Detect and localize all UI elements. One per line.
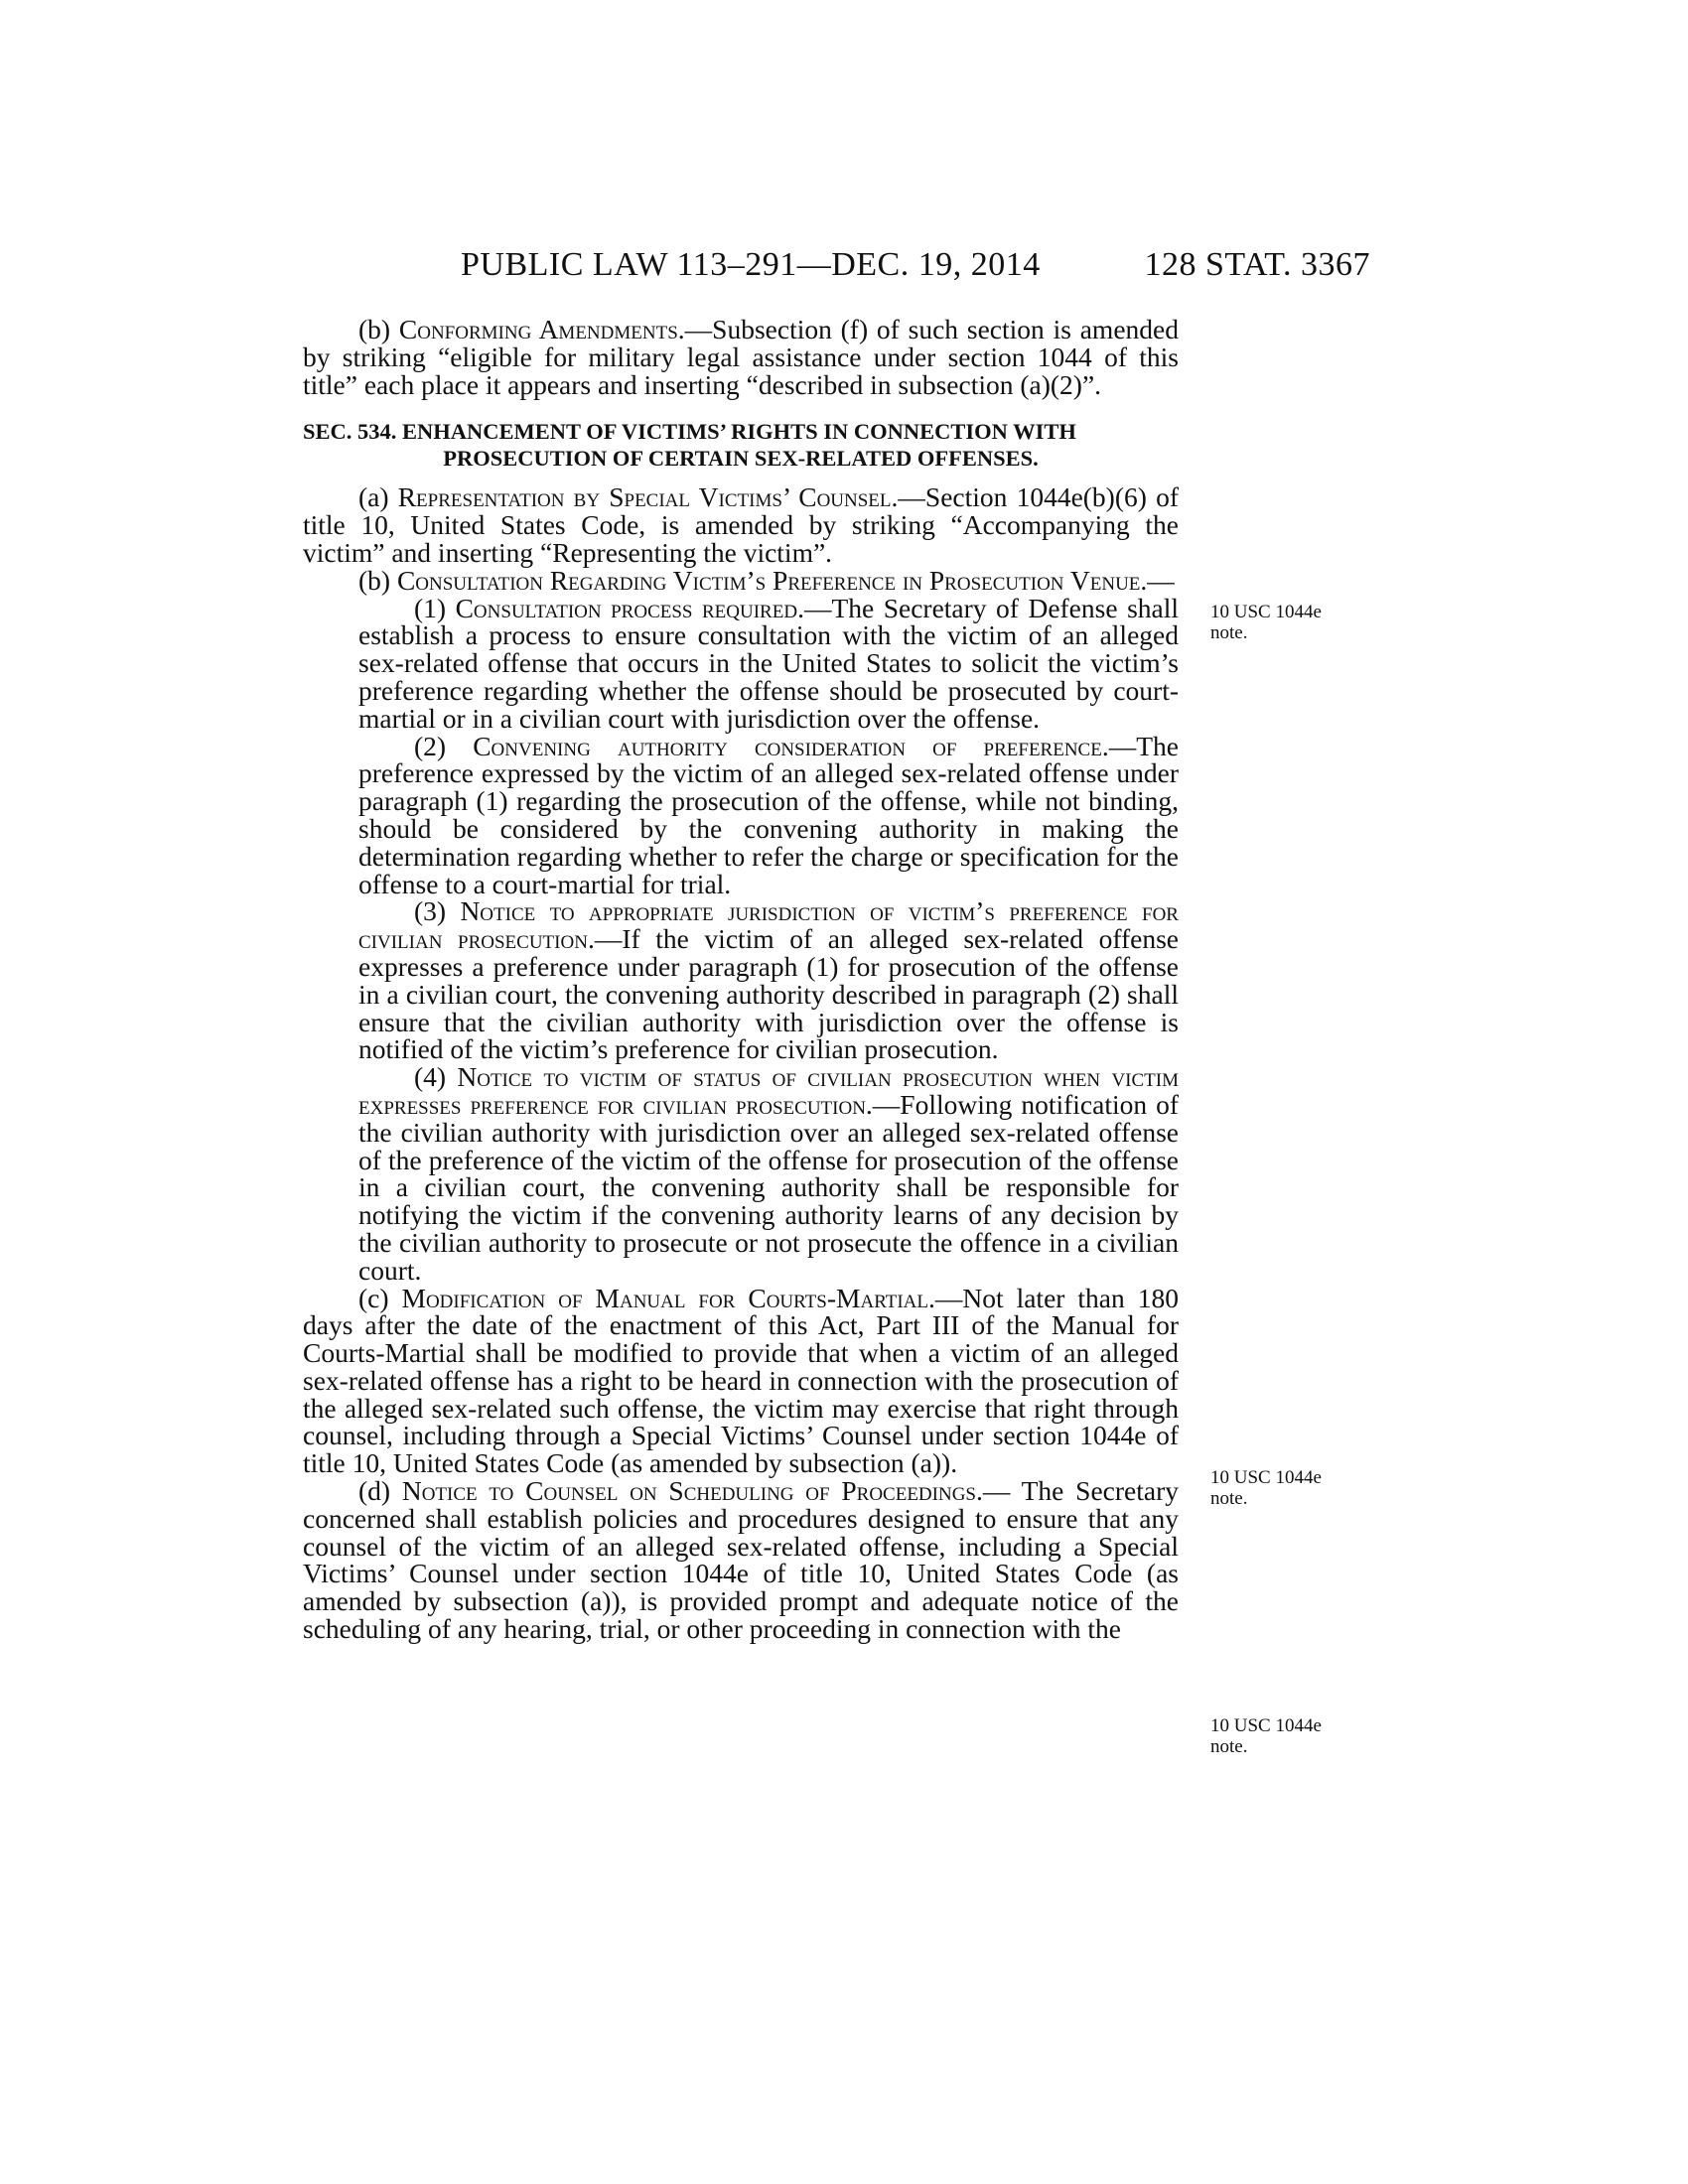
paragraph-caption: Consultation process required [455,592,798,623]
section-heading-line1: SEC. 534. ENHANCEMENT OF VICTIMS’ RIGHTS IN CONNECTION WITH [303,419,1076,445]
paragraph-b4: (4) Notice to victim of status of civilian prosecution when victim expresses preference for civilian prosecution.—Following notification of the civilian authority with jurisdiction over an alleged sex-related offense of the preference of the victim of the offense for prosecution of the offense in a civilian court, the convening authority shall be responsible for notifying the victim if the convening authority learns of any decision by the civilian authority to prosecute or not prosecute the offence in a civilian court. [358,1061,1179,1286]
paragraph-b: (b) Consultation Regarding Victim’s Preference in Prosecution Venue.— [358,564,1175,596]
paragraph-caption: Notice to appropriate jurisdiction of victim’s preference for civilian prosecution [358,895,1179,955]
paragraph-c: (c) Modification of Manual for Courts-Martial.—Not later than 180 days after the date of the enactment of this Act, Part III of the Manual for Courts-Martial shall be modified to provide that when a victim of an alleged sex-related offense has a right to be heard in connection with the prosecution of the alleged sex-related such offense, the victim may exercise that right through counsel, including through a Special Victims’ Counsel under section 1044e of title 10, United States Code (as amended by subsection (a)). [303,1282,1179,1479]
paragraph-a: (a) Representation by Special Victims’ Counsel.—Section 1044e(b)(6) of title 10, United States Code, is amended by striking “Accompanying the victim” and inserting “Representing the victim”. [303,481,1179,568]
header-page-number: 128 STAT. 3367 [1144,246,1370,283]
margin-note-b: 10 USC 1044e note. [1210,602,1322,643]
paragraph-caption: Consultation Regarding Victim’s Preference in Prosecution Venue [396,564,1141,596]
paragraph-b1: (1) Consultation process required.—The Secretary of Defense shall establish a process to ensure consultation with the victim of an alleged sex-related offense that occurs in the United States to solicit the victim’s preference regarding whether the offense should be prosecuted by court-martial or in a civilian court with jurisdiction over the offense. [358,592,1180,734]
paragraph-caption: Notice to Counsel on Scheduling of Proceedings [401,1475,976,1507]
paragraph-b-conforming: (b) Conforming Amendments.—Subsection (f) of such section is amended by striking “eligible for military legal assistance under section 1044 of this title” each place it appears and inserting “described in subsection (a)(2)”. [303,314,1179,400]
header-law-citation: PUBLIC LAW 113–291—DEC. 19, 2014 [461,246,1041,283]
paragraph-d: (d) Notice to Counsel on Scheduling of Proceedings.— The Secretary concerned shall establish policies and procedures designed to ensure that any counsel of the victim of an alleged sex-related offense, including a Special Victims’ Counsel under section 1044e of title 10, United States Code (as amended by subsection (a)), is provided prompt and adequate notice of the scheduling of any hearing, trial, or other proceeding in connection with the [303,1475,1179,1645]
paragraph-b3: (3) Notice to appropriate jurisdiction of victim’s preference for civilian prosecution.—If the victim of an alleged sex-related offense expresses a preference under paragraph (1) for prosecution of the offense in a civilian court, the convening authority described in paragraph (2) shall ensure that the civilian authority with jurisdiction over the offense is notified of the victim’s preference for civilian prosecution. [358,895,1180,1065]
paragraph-caption: Convening authority consideration of preference [473,730,1102,761]
paragraph-caption: Conforming Amendments [398,314,678,344]
running-header [461,246,1370,286]
body-text-column [303,316,1179,1643]
paragraph-caption: Notice to victim of status of civilian prosecution when victim expresses preference for civilian prosecution [358,1061,1179,1120]
section-heading [303,418,1179,472]
paragraph-caption: Modification of Manual for Courts-Martial [401,1282,928,1313]
margin-note-c: 10 USC 1044e note. [1210,1467,1322,1509]
margin-note-d: 10 USC 1044e note. [1210,1715,1322,1757]
paragraph-b2: (2) Convening authority consideration of preference.—The preference expressed by the victim of an alleged sex-related offense under paragraph (1) regarding the prosecution of the offense, while not binding, should be considered by the convening authority in making the determination regarding whether to refer the charge or specification for the offense to a court-martial for trial. [358,730,1179,899]
paragraph-caption: Representation by Special Victims’ Counsel [397,481,892,513]
section-heading-line2: PROSECUTION OF CERTAIN SEX-RELATED OFFENSES. [443,446,1039,472]
